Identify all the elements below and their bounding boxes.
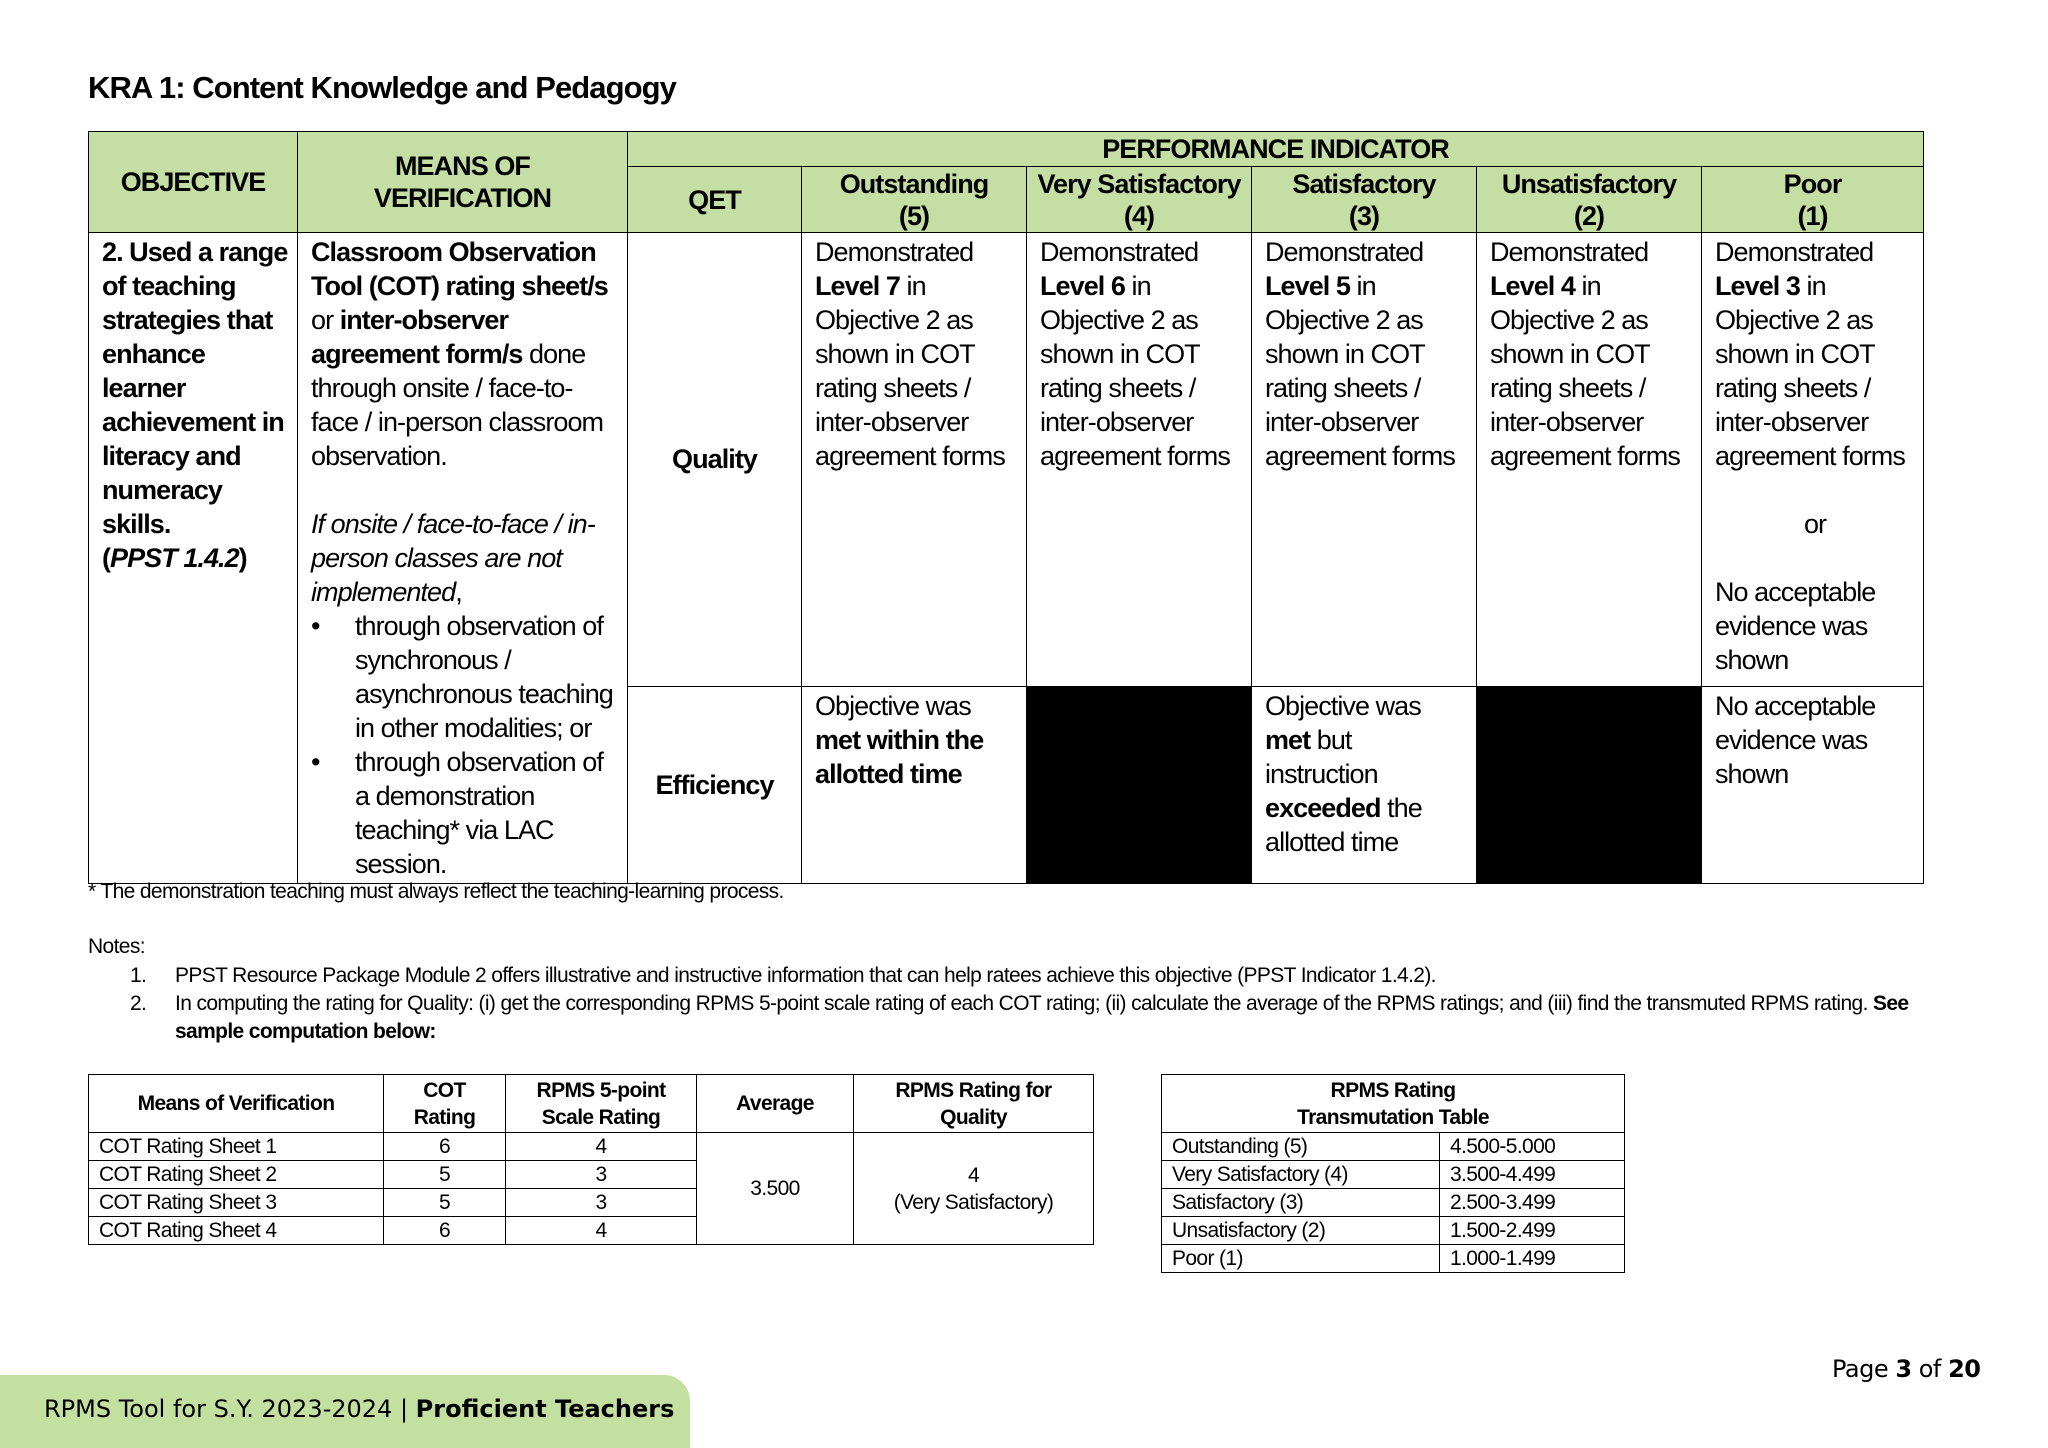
- header-satisfactory: Satisfactory (3): [1252, 167, 1477, 233]
- transmutation-table: [1161, 1074, 1625, 1273]
- header-poor: Poor (1): [1702, 167, 1924, 233]
- table-row: COT Rating Sheet 3 5 3: [89, 1189, 1094, 1217]
- quality-satisfactory: Demonstrated Level 5 in Objective 2 as shown in COT rating sheets / inter-observer agreement forms: [1252, 233, 1477, 687]
- header-means-of-verification: Means of Verification: [89, 1075, 384, 1133]
- quality-very-satisfactory: Demonstrated Level 6 in Objective 2 as shown in COT rating sheets / inter-observer agreement forms: [1027, 233, 1252, 687]
- footnote: * The demonstration teaching must always reflect the teaching-learning process.: [88, 880, 784, 903]
- page-title: KRA 1: Content Knowledge and Pedagogy: [88, 70, 676, 105]
- header-outstanding: Outstanding (5): [802, 167, 1027, 233]
- header-unsatisfactory: Unsatisfactory (2): [1477, 167, 1702, 233]
- table-row: Poor (1) 1.000-1.499: [1162, 1245, 1625, 1273]
- efficiency-poor: No acceptable evidence was shown: [1702, 686, 1924, 883]
- header-average: Average: [697, 1075, 854, 1133]
- header-qet: QET: [628, 167, 802, 233]
- header-objective: OBJECTIVE: [89, 132, 298, 233]
- quality-unsatisfactory: Demonstrated Level 4 in Objective 2 as shown in COT rating sheets / inter-observer agreement forms: [1477, 233, 1702, 687]
- efficiency-unsatisfactory-blank: [1477, 686, 1702, 883]
- list-item: 2. In computing the rating for Quality: (i) get the corresponding RPMS 5-point scale rating of each COT rating; (ii) calculate the average of the RPMS ratings; and (iii) find the transmuted RPMS rating. See sample computation below:: [130, 992, 1909, 1043]
- header-rpms-scale-rating: RPMS 5-point Scale Rating: [506, 1075, 697, 1133]
- qet-efficiency: Efficiency: [628, 686, 802, 883]
- table-row: Satisfactory (3) 2.500-3.499: [1162, 1189, 1625, 1217]
- list-item: • through observation of synchronous / asynchronous teaching in other modalities; or: [311, 609, 619, 745]
- rpms-quality-value: 4 (Very Satisfactory): [854, 1133, 1094, 1245]
- quality-poor: Demonstrated Level 3 in Objective 2 as shown in COT rating sheets / inter-observer agreement forms or No acceptable evidence was shown: [1702, 233, 1924, 687]
- means-of-verification-cell: Classroom Observation Tool (COT) rating sheet/s or inter-observer agreement form/s done through onsite / face-to-face / in-person classroom observation. If onsite / face-to-face / in-person classes are not implemented, • through observation of synchronous / asynchronous teaching in other modalities; or • through observation of a demonstration teaching* via LAC session.: [298, 233, 628, 884]
- quality-outstanding: Demonstrated Level 7 in Objective 2 as shown in COT rating sheets / inter-observer agreement forms: [802, 233, 1027, 687]
- efficiency-outstanding: Objective was met within the allotted time: [802, 686, 1027, 883]
- footer-tab: [0, 1375, 690, 1448]
- average-value: 3.500: [697, 1133, 854, 1245]
- header-cot-rating: COT Rating: [384, 1075, 506, 1133]
- table-row: Very Satisfactory (4) 3.500-4.499: [1162, 1161, 1625, 1189]
- list-item: 1. PPST Resource Package Module 2 offers illustrative and instructive information that can help ratees achieve this objective (PPST Indicator 1.4.2).: [130, 964, 1436, 987]
- page-number: Page 3 of 20: [1832, 1355, 1981, 1383]
- header-performance-indicator: PERFORMANCE INDICATOR: [628, 132, 1924, 167]
- objective-cell: 2. Used a range of teaching strategies that enhance learner achievement in literacy and numeracy skills. (PPST 1.4.2): [89, 233, 298, 884]
- header-rpms-rating-quality: RPMS Rating for Quality: [854, 1075, 1094, 1133]
- notes-list: [88, 962, 1958, 1046]
- efficiency-very-satisfactory-blank: [1027, 686, 1252, 883]
- header-very-satisfactory: Very Satisfactory (4): [1027, 167, 1252, 233]
- header-means-of-verification: MEANS OF VERIFICATION: [298, 132, 628, 233]
- table-row: COT Rating Sheet 4 6 4: [89, 1217, 1094, 1245]
- table-row: COT Rating Sheet 1 6 4 3.500 4 (Very Satisfactory): [89, 1133, 1094, 1161]
- footer-text: RPMS Tool for S.Y. 2023-2024 | Proficient Teachers: [44, 1395, 675, 1423]
- means-bullet-list: [311, 609, 619, 881]
- performance-indicator-table: [88, 131, 1924, 884]
- transmutation-title: RPMS Rating Transmutation Table: [1162, 1075, 1625, 1133]
- table-row: Outstanding (5) 4.500-5.000: [1162, 1133, 1625, 1161]
- table-row: Unsatisfactory (2) 1.500-2.499: [1162, 1217, 1625, 1245]
- table-row: COT Rating Sheet 2 5 3: [89, 1161, 1094, 1189]
- efficiency-satisfactory: Objective was met but instruction exceeded the allotted time: [1252, 686, 1477, 883]
- list-item: • through observation of a demonstration teaching* via LAC session.: [311, 745, 619, 881]
- qet-quality: Quality: [628, 233, 802, 687]
- notes-label: Notes:: [88, 935, 145, 958]
- sample-computation-table: [88, 1074, 1094, 1245]
